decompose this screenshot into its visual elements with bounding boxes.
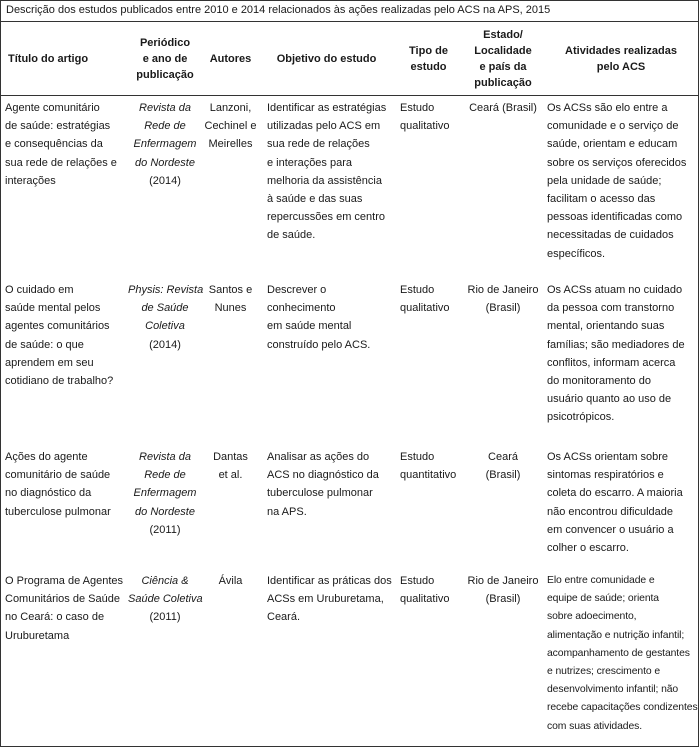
header-line: Periódico (139, 36, 191, 49)
journal-year (128, 448, 202, 539)
study-type (394, 572, 463, 608)
text-line: Saúde Coletiva (128, 593, 203, 606)
header-line: publicação (474, 76, 532, 89)
text-line: aprendem em seu (5, 356, 94, 369)
text-line: Coletiva (145, 320, 185, 333)
text-line: Rede de (144, 469, 186, 482)
article-title (0, 281, 128, 390)
text-line: Lanzoni, (209, 102, 252, 114)
text-line: em convencer o usuário a (547, 523, 674, 536)
activities (543, 448, 699, 557)
text-line: Santos e (208, 284, 253, 296)
activities (543, 572, 699, 736)
text-line: Estudo (400, 284, 435, 296)
study-objective (259, 572, 394, 627)
header-line: e ano de (142, 52, 188, 65)
text-line: quantitativo (400, 469, 457, 482)
text-line: necessitadas de cuidados (547, 229, 674, 242)
text-line: Ciência & (141, 575, 189, 587)
text-line: no Ceará: o caso de (5, 611, 105, 624)
text-line: Elo entre comunidade e (547, 575, 655, 586)
text-line: Agente comunitário (5, 102, 100, 114)
text-line: qualitativo (400, 302, 450, 315)
text-line: e consequências da (5, 138, 103, 151)
text-line: et al. (218, 469, 243, 482)
text-line: sobre os serviços oferecidos (547, 156, 687, 169)
text-line: Rede de (144, 120, 186, 133)
text-line: acompanhamento de gestantes (547, 647, 690, 659)
text-line: Dantas (213, 451, 248, 463)
text-line: comunitário de saúde (5, 469, 111, 482)
header-activities-text (565, 43, 677, 75)
authors (202, 572, 259, 590)
header-line: Tipo de (409, 44, 448, 57)
text-line: desenvolvimento infantil; não (547, 684, 679, 696)
header-line: pelo ACS (596, 60, 646, 73)
header-journal-text (136, 35, 193, 83)
text-line: agentes comunitários (5, 320, 110, 333)
text-line: na APS. (267, 505, 307, 518)
text-line: Ações do agente (5, 451, 88, 463)
header-location-text (474, 27, 531, 91)
header-line: e país da (479, 60, 527, 73)
study-type (394, 448, 463, 484)
text-line: sintomas respiratórios e (547, 469, 664, 482)
text-line: qualitativo (400, 593, 450, 606)
header-authors-text (210, 51, 252, 67)
text-line: com suas atividades. (547, 720, 643, 732)
text-line: Nunes (214, 302, 247, 315)
header-line: publicação (136, 68, 194, 81)
header-title-text (8, 51, 88, 67)
header-line: Autores (209, 52, 252, 65)
header-line: Atividades realizadas (565, 44, 677, 57)
text-line: Meirelles (208, 138, 253, 151)
text-line: O Programa de Agentes (5, 575, 124, 587)
text-line: Identificar as práticas dos (267, 575, 392, 587)
text-line: (Brasil) (485, 593, 521, 606)
authors (202, 99, 259, 154)
text-line: Comunitários de Saúde (5, 593, 120, 606)
text-line: mental, orientando suas (547, 320, 665, 333)
study-objective (259, 99, 394, 245)
journal-year (128, 281, 202, 354)
text-line: Enfermagem (133, 138, 197, 151)
text-line: Estudo (400, 451, 435, 463)
text-line: comunidade e o serviço de (547, 120, 679, 133)
text-line: (Brasil) (485, 302, 521, 315)
text-line: Revista da (139, 451, 191, 463)
text-line: Os ACSs orientam sobre (547, 451, 669, 463)
text-line: interações (5, 174, 56, 187)
journal-year (128, 99, 202, 190)
text-line: saúde mental pelos (5, 302, 101, 315)
text-line: construído pelo ACS. (267, 338, 371, 351)
text-line: O cuidado em (5, 284, 74, 296)
text-line: da pessoa com transtorno (547, 302, 675, 315)
text-line: de saúde. (267, 229, 316, 242)
text-line: ACS no diagnóstico da (267, 469, 379, 482)
header-line: Título do artigo (8, 52, 89, 65)
text-line: sobre adoecimento, (547, 611, 637, 623)
authors (202, 281, 259, 317)
text-line: Enfermagem (133, 487, 197, 500)
text-line: conflitos, informam acerca (547, 356, 676, 369)
text-line: Ávila (218, 575, 243, 587)
text-line: Estudo (400, 102, 435, 114)
header-title (0, 22, 128, 95)
publication-year: (2011) (149, 523, 181, 536)
location (463, 99, 543, 117)
text-line: cotidiano de trabalho? (5, 375, 114, 388)
journal-year (128, 572, 202, 627)
authors (202, 448, 259, 484)
text-line: qualitativo (400, 120, 450, 133)
text-line: de saúde: estratégias (5, 120, 111, 133)
text-line: alimentação e nutrição infantil; (547, 629, 685, 641)
header-study-type (394, 22, 463, 95)
text-line: utilizadas pelo ACS em (267, 120, 381, 133)
text-line: sua rede de relações (267, 138, 370, 151)
text-line: do monitoramento do (547, 375, 651, 388)
text-line: psicotrópicos. (547, 411, 615, 424)
text-line: coleta do escarro. A maioria (547, 487, 683, 500)
location (463, 281, 543, 317)
text-line: no diagnóstico da (5, 487, 92, 500)
header-line: estudo (410, 60, 447, 73)
header-objective-text (277, 51, 377, 67)
study-type (394, 281, 463, 317)
study-type (394, 99, 463, 135)
table-caption: Descrição dos estudos publicados entre 2010 e 2014 relacionados às ações realizadas pelo ACS na APS, 2015 (0, 0, 699, 22)
article-title (0, 99, 128, 190)
text-line: Ceará (488, 451, 518, 463)
text-line: saúde, orientam e educam (547, 138, 678, 151)
text-line: Os ACSs atuam no cuidado (547, 284, 683, 296)
text-line: ACSs em Uruburetama, (267, 593, 384, 606)
header-location (463, 22, 543, 95)
text-line: Physis: Revista (128, 284, 204, 296)
study-objective (259, 448, 394, 521)
header-authors (202, 22, 259, 95)
text-line: Os ACSs são elo entre a (547, 102, 668, 114)
text-line: melhoria da assistência (267, 174, 382, 187)
header-study-type-text (409, 43, 448, 75)
text-line: usuário quanto ao uso de (547, 393, 672, 406)
location (463, 448, 543, 484)
text-line: recebe capacitações condizentes (547, 702, 698, 714)
text-line: (Brasil) (485, 469, 521, 482)
table-header (0, 22, 699, 96)
publication-year: (2011) (149, 611, 181, 624)
text-line: de saúde: o que (5, 338, 84, 351)
publication-year: (2014) (149, 338, 181, 351)
text-line: do Nordeste (135, 505, 195, 518)
text-line: Descrever o (267, 284, 327, 296)
text-line: Cechinel e (204, 120, 257, 133)
activities (543, 99, 699, 263)
text-line: Ceará (Brasil) (469, 102, 537, 114)
text-line: Identificar as estratégias (267, 102, 387, 114)
text-line: tuberculose pulmonar (267, 487, 373, 500)
text-line: Rio de Janeiro (467, 284, 539, 296)
text-line: Estudo (400, 575, 435, 587)
text-line: Uruburetama (5, 629, 70, 642)
text-line: equipe de saúde; orienta (547, 593, 659, 605)
text-line: Analisar as ações do (267, 451, 370, 463)
text-line: famílias; são mediadores de (547, 338, 685, 351)
text-line: tuberculose pulmonar (5, 505, 111, 518)
header-journal (128, 22, 202, 95)
text-line: à saúde e das suas (267, 193, 363, 206)
text-line: facilitam o acesso das (547, 193, 656, 206)
activities (543, 281, 699, 427)
study-objective (259, 281, 394, 354)
text-line: pela unidade de saúde; (547, 174, 662, 187)
text-line: e nutrizes; crescimento e (547, 666, 660, 678)
text-line: não encontrou dificuldade (547, 505, 673, 518)
header-line: Objetivo do estudo (276, 52, 377, 65)
text-line: em saúde mental (267, 320, 352, 333)
header-objective (259, 22, 394, 95)
text-line: específicos. (547, 247, 606, 260)
text-line: Revista da (139, 102, 191, 114)
text-line: Ceará. (267, 611, 301, 624)
text-line: pessoas identificadas como (547, 211, 683, 224)
text-line: colher o escarro. (547, 542, 629, 555)
text-line: do Nordeste (135, 156, 195, 169)
text-line: conhecimento (267, 302, 336, 315)
article-title (0, 448, 128, 521)
header-activities (543, 22, 699, 95)
article-title (0, 572, 128, 645)
header-line: Localidade (474, 44, 532, 57)
text-line: repercussões em centro (267, 211, 385, 224)
text-line: Rio de Janeiro (467, 575, 539, 587)
header-line: Estado/ (483, 28, 523, 41)
text-line: e interações para (267, 156, 352, 169)
text-line: sua rede de relações e (5, 156, 117, 169)
publication-year: (2014) (149, 174, 181, 187)
text-line: de Saúde (141, 302, 189, 315)
location (463, 572, 543, 608)
